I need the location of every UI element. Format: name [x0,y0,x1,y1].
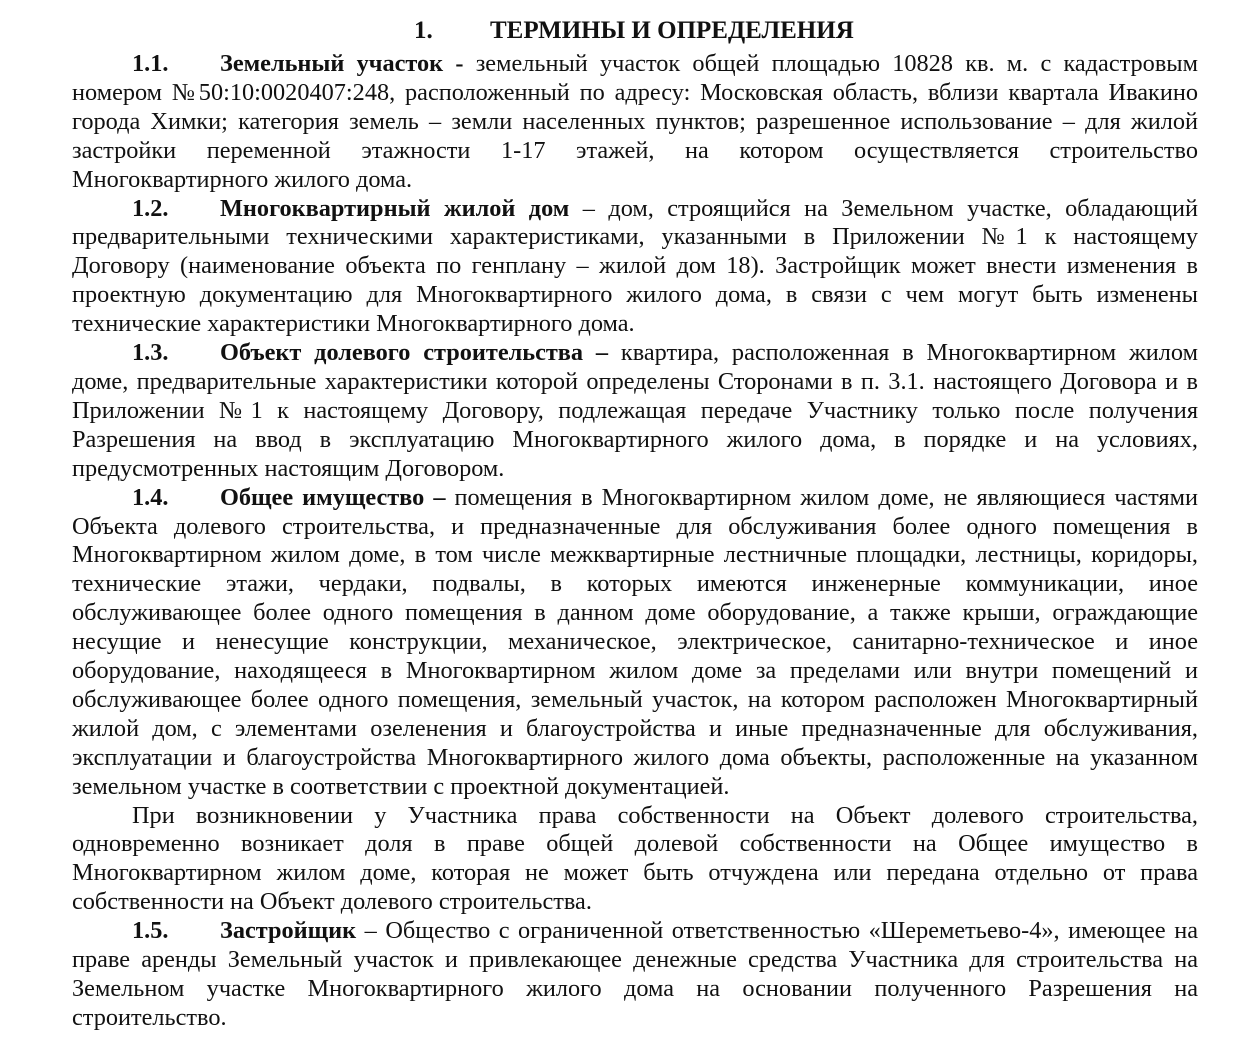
section-title: ТЕРМИНЫ И ОПРЕДЕЛЕНИЯ [490,17,854,44]
item-term: Застройщик [220,917,357,945]
document-page [72,12,1198,1033]
item-term: Объект долевого строительства – [220,339,609,367]
item-number: 1.2. [132,194,169,222]
item-number: 1.1. [132,50,169,77]
item-text: земельный участок общей площадью 10828 кв. м. с кадастровым номером №50:10:0020407:248, расположенный по адресу: Московская область, вблизи квартала Ивакино города Химки; категория земель – земли населенных пунктов; разрешенное использование – для жилой застройки переменной этажности 1-17 этажей, на котором осуществляется строительство Многоквартирного жилого дома. [72,50,1198,193]
continuation-paragraph: При возникновении у Участника права собственности на Объект долевого строительства, одновременно возникает доля в праве общей долевой собственности на Общее имущество в Многоквартирном жилом доме, которая не может быть отчуждена или передана отдельно от права собственности на Объект долевого строительства. [72,801,1198,916]
definition-item-1-5 [72,917,1198,1033]
item-term: Многоквартирный жилой дом [220,194,570,222]
section-heading [72,12,1198,50]
item-term: Земельный участок - [220,50,464,77]
item-text: помещения в Многоквартирном жилом доме, не являющиеся частями Объекта долевого строительства, и предназначенные для обслуживания более одного помещения в Многоквартирном жилом доме, в том числе межквартирные лестничные площадки, лестницы, коридоры, технические этажи, чердаки, подвалы, в которых имеются инженерные коммуникации, иное обслуживающее более одного помещения в данном доме оборудование, а также крыши, ограждающие несущие и ненесущие конструкции, механическое, электрическое, санитарно-техническое и иное оборудование, находящееся в Многоквартирном жилом доме за пределами или внутри помещений и обслуживающее более одного помещения, земельный участок, на котором расположен Многоквартирный жилой дом, с элементами озеленения и благоустройства и иные предназначенные для обслуживания, эксплуатации и благоустройства Многоквартирного жилого дома объекты, расположенные на указанном земельном участке в соответствии с проектной документацией. [72,483,1198,800]
section-number: 1. [414,17,433,44]
item-number: 1.5. [132,917,169,945]
definition-item-1-2 [72,195,1198,340]
item-number: 1.3. [132,339,169,367]
item-text: квартира, расположенная в Многоквартирном жилом доме, предварительные характеристики которой определены Сторонами в п. 3.1. настоящего Договора и в Приложении №1 к настоящему Договору, подлежащая передаче Участнику только после получения Разрешения на ввод в эксплуатацию Многоквартирного жилого дома, в порядке и на условиях, предусмотренных настоящим Договором. [72,339,1198,482]
item-number: 1.4. [132,483,169,511]
item-text: – дом, строящийся на Земельном участке, обладающий предварительными техническими характеристиками, указанными в Приложении №1 к настоящему Договору (наименование объекта по генплану – жилой дом 18). Застройщик может внести изменения в проектную документацию для Многоквартирного жилого дома, в связи с чем могут быть изменены технические характеристики Многоквартирного дома. [72,194,1198,338]
definition-item-1-4 [72,484,1198,802]
item-text: – Общество с ограниченной ответственностью «Шереметьево-4», имеющее на праве аренды Земельный участок и привлекающее денежные средства Участника для строительства на Земельном участке Многоквартирного жилого дома на основании полученного Разрешения на строительство. [72,917,1198,1031]
definition-item-1-3 [72,339,1198,484]
item-term: Общее имущество – [220,483,446,511]
definition-item-1-1 [72,50,1198,195]
